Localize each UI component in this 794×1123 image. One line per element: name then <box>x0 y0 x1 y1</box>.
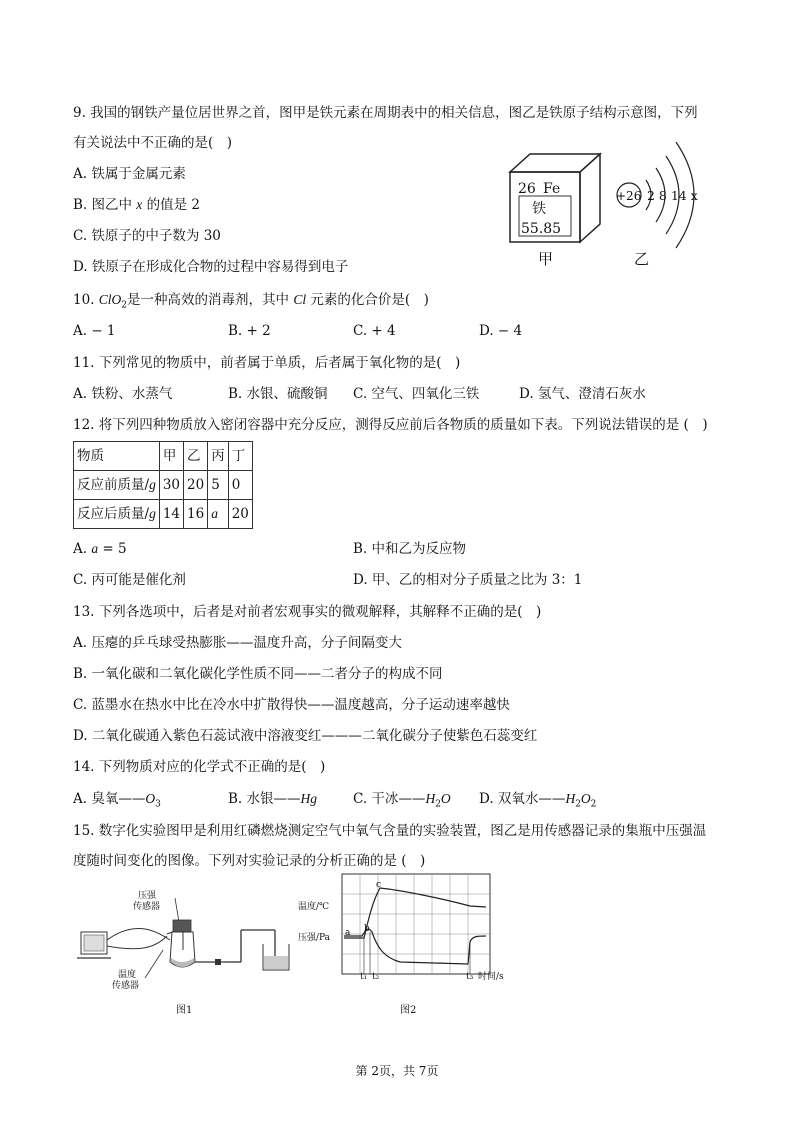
atom-shell-electrons: 2 8 14 x <box>647 188 698 203</box>
table-header-cell: 物质 <box>74 442 160 471</box>
table-row <box>74 471 253 500</box>
q13-option-d: D. 二氧化碳通入紫色石蕊试液中溶液变红———二氧化碳分子使紫色石蕊变红 <box>73 728 538 744</box>
graph-point-a: a <box>345 928 351 938</box>
q10-stem: 10. ClO$_2$是一种高效的消毒剂，其中 Cl 元素的化合价是( ) <box>73 292 429 311</box>
q11-stem: 11. 下列常见的物质中，前者属于单质，后者属于氧化物的是( ) <box>73 355 461 371</box>
table-row-label: 反应后质量/g <box>74 500 160 529</box>
graph-t3-label: t₃ <box>466 972 474 982</box>
table-cell: 20 <box>228 500 252 529</box>
temp-sensor-label-2: 传感器 <box>112 981 140 991</box>
graph-time-axis-label: 时间/s <box>478 972 504 982</box>
q15-stem-line2: 度随时间变化的图像。下列对实验记录的分析正确的是 ( ) <box>73 853 426 869</box>
q12-option-b: B. 中和乙为反应物 <box>353 541 467 557</box>
q9-option-b: B. 图乙中 x 的值是 2 <box>73 197 200 213</box>
tile-mass: 55.85 <box>521 221 562 237</box>
table-cell: 5 <box>208 471 229 500</box>
graph-point-c: c <box>376 880 382 890</box>
table-cell: 14 <box>159 500 183 529</box>
table-header-row <box>74 442 253 471</box>
pressure-sensor-label-1: 压强 <box>138 891 157 901</box>
table-cell: 30 <box>159 471 183 500</box>
q11-option-a: A. 铁粉、水蒸气 <box>73 386 173 402</box>
graph-temp-axis-label: 温度/℃ <box>298 902 330 912</box>
q14-option-a: A. 臭氧$——O_3$ <box>73 791 161 810</box>
table-header-cell: 丙 <box>208 442 229 471</box>
label-yi: 乙 <box>634 250 650 268</box>
q10-option-d: D. − 4 <box>479 323 523 339</box>
q10-option-b: B. + 2 <box>228 323 271 339</box>
q13-option-b: B. 一氧化碳和二氧化碳化学性质不同——二者分子的构成不同 <box>73 666 443 682</box>
q9-stem-line2: 有关说法中不正确的是( ) <box>73 135 233 151</box>
q15-apparatus-figure <box>75 890 305 995</box>
graph-t2-label: t₂ <box>372 972 380 982</box>
table-header-cell: 甲 <box>159 442 183 471</box>
fig1-caption: 图1 <box>176 1005 193 1016</box>
q10-option-a: A. − 1 <box>73 323 116 339</box>
table-row-label: 反应前质量/g <box>74 471 160 500</box>
tile-name: 铁 <box>532 201 546 217</box>
q9-option-a: A. 铁属于金属元素 <box>73 166 186 182</box>
tile-atomic-number: 26 <box>518 181 536 197</box>
q13-option-a: A. 压瘪的乒乓球受热膨胀——温度升高，分子间隔变大 <box>73 635 402 651</box>
atom-nucleus-charge: +26 <box>616 189 642 203</box>
graph-t1-label: t₁ <box>360 972 368 982</box>
q14-stem: 14. 下列物质对应的化学式不正确的是( ) <box>73 759 326 775</box>
q13-stem: 13. 下列各选项中，后者是对前者宏观事实的微观解释，其解释不正确的是( ) <box>73 604 542 620</box>
q11-option-b: B. 水银、硫酸铜 <box>228 386 328 402</box>
table-cell: 0 <box>228 471 252 500</box>
temp-sensor-label-1: 温度 <box>118 970 137 980</box>
q12-stem: 12. 将下列四种物质放入密闭容器中充分反应，测得反应前后各物质的质量如下表。下列说法错误的是 ( ) <box>73 417 708 433</box>
pressure-sensor-label-2: 传感器 <box>133 902 161 912</box>
q12-option-d: D. 甲、乙的相对分子质量之比为 3：1 <box>353 572 583 588</box>
q9-option-d: D. 铁原子在形成化合物的过程中容易得到电子 <box>73 259 349 275</box>
q14-option-c: C. 干冰$——H_2O$ <box>353 791 451 810</box>
q12-option-a: A. a = 5 <box>73 541 127 557</box>
iron-element-tile-figure <box>505 140 605 265</box>
label-jia: 甲 <box>538 250 554 268</box>
table-cell: 16 <box>184 500 208 529</box>
table-header-cell: 乙 <box>184 442 208 471</box>
table-cell: a <box>208 500 229 529</box>
table-cell: 20 <box>184 471 208 500</box>
fig2-caption: 图2 <box>400 1005 417 1016</box>
page-footer: 第 2页，共 7页 <box>355 1064 439 1078</box>
q15-stem-line1: 15. 数字化实验图甲是利用红磷燃烧测定空气中氧气含量的实验装置，图乙是用传感器记录的集瓶中压强温 <box>73 823 707 839</box>
q13-option-c: C. 蓝墨水在热水中比在冷水中扩散得快——温度越高，分子运动速率越快 <box>73 697 510 713</box>
q10-option-c: C. + 4 <box>353 323 396 339</box>
table-row <box>74 500 253 529</box>
q14-option-b: B. 水银——Hg <box>228 791 318 807</box>
graph-pressure-axis-label: 压强/Pa <box>298 933 331 943</box>
graph-point-b: b <box>364 924 370 934</box>
q11-option-c: C. 空气、四氧化三铁 <box>353 386 480 402</box>
tile-symbol: Fe <box>543 181 561 197</box>
q12-mass-table <box>73 441 253 529</box>
q14-option-d: D. 双氧水$——H_2O_2$ <box>479 791 597 810</box>
q9-stem-line1: 9. 我国的钢铁产量位居世界之首，图甲是铁元素在周期表中的相关信息，图乙是铁原子结构示意图，下列 <box>73 105 698 121</box>
table-header-cell: 丁 <box>228 442 252 471</box>
q12-option-c: C. 丙可能是催化剂 <box>73 572 186 588</box>
q9-option-c: C. 铁原子的中子数为 30 <box>73 228 221 244</box>
q11-option-d: D. 氢气、澄清石灰水 <box>519 386 646 402</box>
